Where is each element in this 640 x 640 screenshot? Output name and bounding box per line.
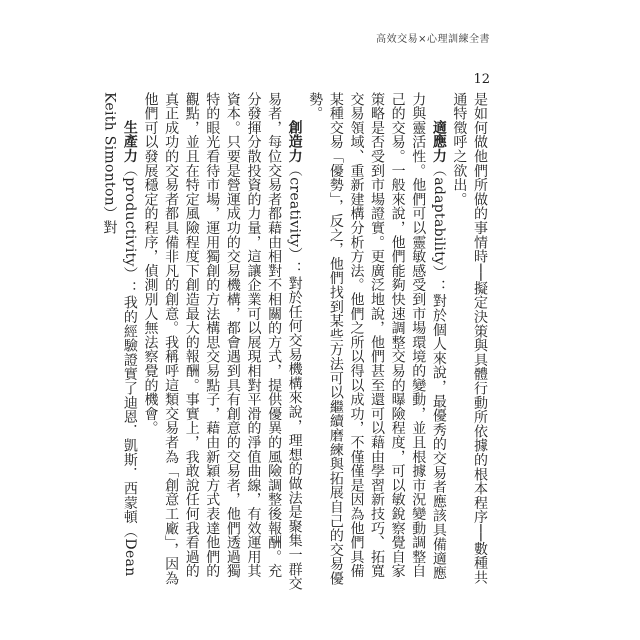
page-number: 12 xyxy=(473,72,490,87)
paragraph-creativity-text: （creativity）：對於任何交易機構來說，理想的做法是聚集一群交易者，每位交易者都藉由相對不相關的方式，提供優異的風險調整後報酬。充分發揮分散投資的力量，這讓企業可以展現相對平滑的淨值曲線，有效運用其資本。只要是營運成功的交易機構，都會遇到具有創意的交易者，他們透過獨特的眼光看待市場，運用獨創的方法構思交易點子，藉由新穎方式表達他們的觀點，並且在特定風險程度下創造最大的報酬。事實上，我敢說任何我看過的真正成功的交易者都具備非凡的創意。我稱呼這類交易者為「創意工廠」，因為他們可以發展穩定的程序，偵測別人無法察覺的機會。 xyxy=(142,92,303,591)
paragraph-creativity xyxy=(140,92,305,592)
paragraph-adaptability xyxy=(305,92,449,592)
term-creativity: 創造力 xyxy=(286,120,303,163)
term-adaptability: 適應力 xyxy=(430,120,447,163)
paragraph-adaptability-text: （adaptability）：對於個人來說，最優秀的交易者應該具備適應力與靈活性。他們可以靈敏感受到市場環境的變動，並且根據市況變動調整自己的交易。一般來說，他們能夠快速調整交易的曝險程度，可以敏銳察覺自家策略是否受到市場證實。更廣泛地說，他們甚至還可以藉由學習新技巧、拓寬交易領域、重新建構分析方法。他們之所以得以成功，不僅僅是因為他們具備某種交易「優勢」，反之，他們找到某些方法可以繼續磨練與拓展自己的交易優勢。 xyxy=(307,92,447,586)
running-header: 高效交易×心理訓練全書 xyxy=(376,34,490,45)
paragraph-productivity xyxy=(99,92,140,592)
paragraph-productivity-text: （productivity）：我的經驗證實了迪恩．凱斯．西蒙頓（Dean Keith Simonton）對 xyxy=(101,92,138,577)
vertical-body-text xyxy=(101,92,490,592)
paragraph-intro-text: 是如何做他們所做的事情時──擬定決策與具體行動所依據的根本程序──數種共通特徵呼之欲出。 xyxy=(451,92,488,585)
paragraph-intro xyxy=(449,92,490,592)
term-productivity: 生產力 xyxy=(121,120,138,163)
